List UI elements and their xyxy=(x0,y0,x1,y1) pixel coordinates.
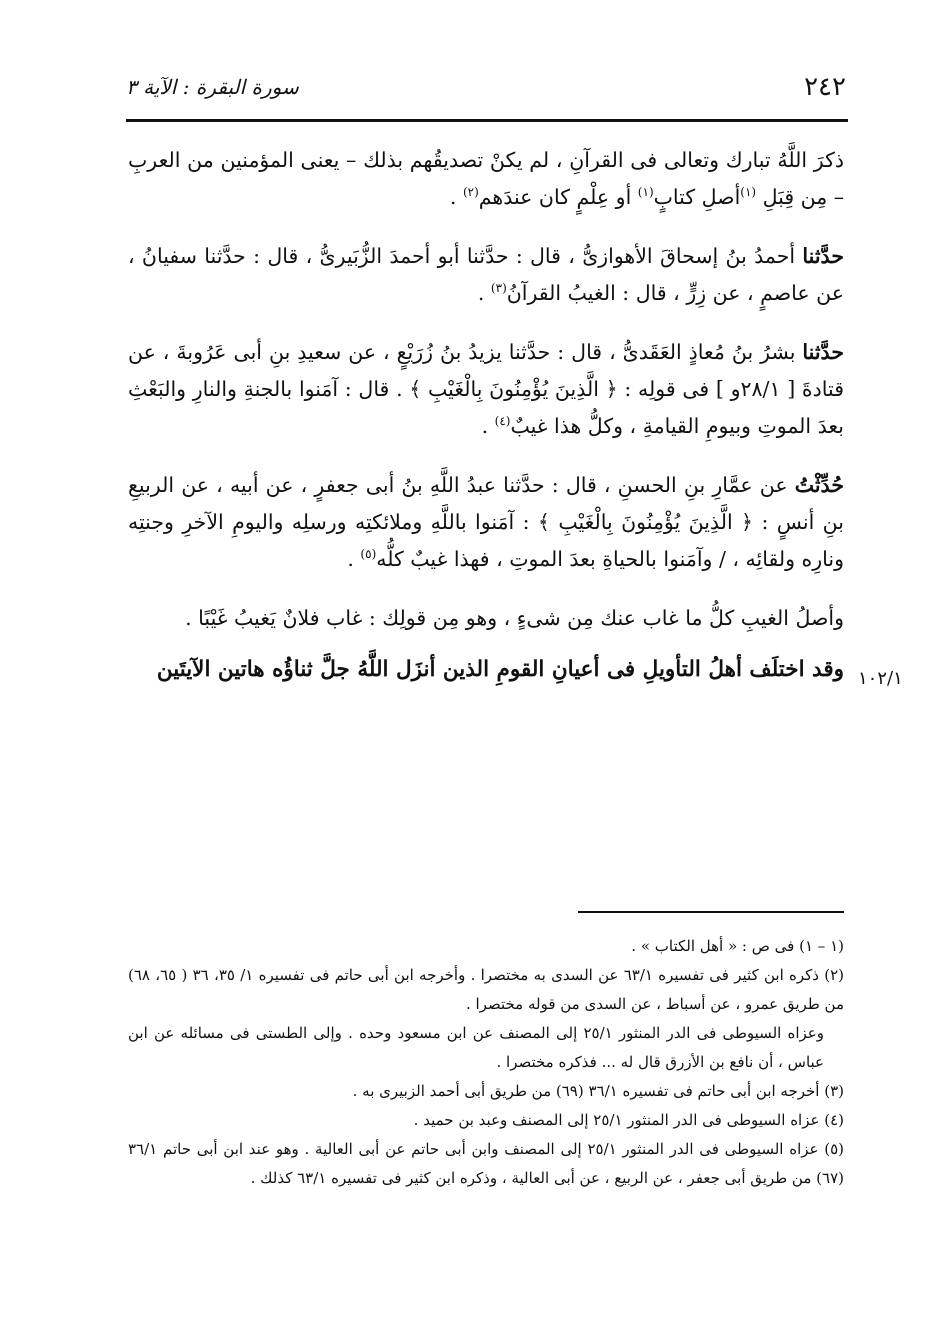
footnote-marker: (٣) xyxy=(490,281,507,296)
footnote-marker: (١) xyxy=(637,185,654,200)
footnote-1: (١ – ١) فى ص : « أهل الكتاب » . xyxy=(631,937,844,955)
paragraph-text: عن عمَّارِ بنِ الحسنِ ، قال : حدَّثنا عبدُ اللَّهِ بنُ أبى جعفرٍ ، عن أبيه ، عن الربيعِ بنِ أنسٍ : ﴿ الَّذِينَ يُؤْمِنُونَ بِالْغَيْبِ ﴾ : آمَنوا باللَّهِ وملائكتِه ورسلِه واليومِ الآخرِ وجنتِه ونارِه ولقائِه ، / وآمَنوا بالحياةِ بعدَ الموتِ ، فهذا غيبٌ كلُّه xyxy=(128,473,844,571)
paragraph-4 xyxy=(128,467,844,578)
footnote-marker: (٢) xyxy=(462,185,479,200)
footnote-5: (٥) عزاه السيوطى فى الدر المنثور ٢٥/١ إلى المصنف وابن أبى حاتم عن أبى العالية . وهو عند ابن أبى حاتم ٣٦/١ (٦٧) من طريق أبى جعفر ، عن الربيع ، عن أبى العالية ، وذكره ابن كثير فى تفسيره ٦٣/١ كذلك . xyxy=(128,1140,844,1187)
page-header xyxy=(126,62,846,112)
isnad-lead: حدَّثنا xyxy=(802,340,844,364)
paragraph-tail: . xyxy=(481,414,495,438)
paragraph-5 xyxy=(128,600,844,637)
paragraph-text: أحمدُ بنُ إسحاقَ الأهوازىُّ ، قال : حدَّثنا أبو أحمدَ الزُّبَيرىُّ ، قال : حدَّثنا سفيانُ ، عن عاصمٍ ، عن زِرٍّ ، قال : الغيبُ القرآنُ xyxy=(128,244,844,305)
paragraph-text: أصلِ كتابٍ xyxy=(653,185,741,209)
paragraph-1 xyxy=(128,142,844,216)
footnotes xyxy=(128,932,844,1193)
margin-reference: ١٠٢/١ xyxy=(858,668,903,689)
paragraph-tail: . xyxy=(477,281,491,305)
paragraph-text: بشرُ بنُ مُعاذٍ العَقَدىُّ ، قال : حدَّثنا يزيدُ بنُ زُرَيْعٍ ، عن سعيدِ بنِ أبى عَرُوبةَ ، عن قتادةَ [ ٢٨/١و ] فى قولِه : ﴿ الَّذِينَ يُؤْمِنُونَ بِالْغَيْبِ ﴾ . قال : آمَنوا بالجنةِ والنارِ والبَعْثِ بعدَ الموتِ وبيومِ القيامةِ ، وكلُّ هذا غيبٌ xyxy=(128,340,844,438)
page-number: ٢٤٢ xyxy=(804,72,846,102)
header-rule xyxy=(126,119,848,122)
paragraph-tail: . xyxy=(347,547,361,571)
paragraph-text: وأصلُ الغيبِ كلُّ ما غاب عنك مِن شىءٍ ، وهو مِن قولِك : غاب فلانٌ يَغيبُ غَيْبًا . xyxy=(185,606,844,630)
paragraph-text: . xyxy=(449,185,463,209)
isnad-lead: حدَّثنا xyxy=(802,244,844,268)
footnote-marker: (١) xyxy=(740,185,757,200)
footnote-rule xyxy=(578,911,844,913)
footnote-4: (٤) عزاه السيوطى فى الدر المنثور ٢٥/١ إلى المصنف وعبد بن حميد . xyxy=(413,1111,844,1129)
footnote-2: (٢) ذكره ابن كثير فى تفسيره ٦٣/١ عن السدى به مختصرا . وأخرجه ابن أبى حاتم فى تفسيره ١/ ٣٥، ٣٦ ( ٦٥، ٦٨) من طريق عمرو ، عن أسباط ، عن السدى من قوله مختصرا . xyxy=(128,966,844,1013)
footnote-3: (٣) أخرجه ابن أبى حاتم فى تفسيره ٣٦/١ (٦٩) من طريق أبى أحمد الزبيرى به . xyxy=(352,1082,844,1100)
footnote-marker: (٥) xyxy=(360,547,377,562)
paragraph-2 xyxy=(128,238,844,312)
running-title: سورة البقرة : الآية ٣ xyxy=(126,75,299,99)
paragraph-text: ذكرَ اللَّهُ تبارك وتعالى فى القرآنِ ، لم يكنْ تصديقُهم بذلك – يعنى المؤمنين من العربِ – مِن قِبَلِ xyxy=(128,148,844,209)
paragraph-text: أو عِلْمٍ كان عندَهم xyxy=(478,185,638,209)
paragraph-6: وقد اختلَف أهلُ التأويلِ فى أعيانِ القومِ الذين أنزَل اللَّهُ جلَّ ثناؤُه هاتين الآيتَين xyxy=(156,657,844,682)
paragraph-3 xyxy=(128,334,844,445)
footnote-2-continuation: وعزاه السيوطى فى الدر المنثور ٢٥/١ إلى المصنف عن ابن مسعود وحده . وإلى الطستى فى مسائله عن ابن عباس ، أن نافع بن الأزرق قال له ... فذكره مختصرا . xyxy=(128,1024,824,1071)
footnote-marker: (٤) xyxy=(494,414,511,429)
isnad-lead: حُدِّثْتُ xyxy=(794,473,844,497)
main-text xyxy=(128,142,844,710)
